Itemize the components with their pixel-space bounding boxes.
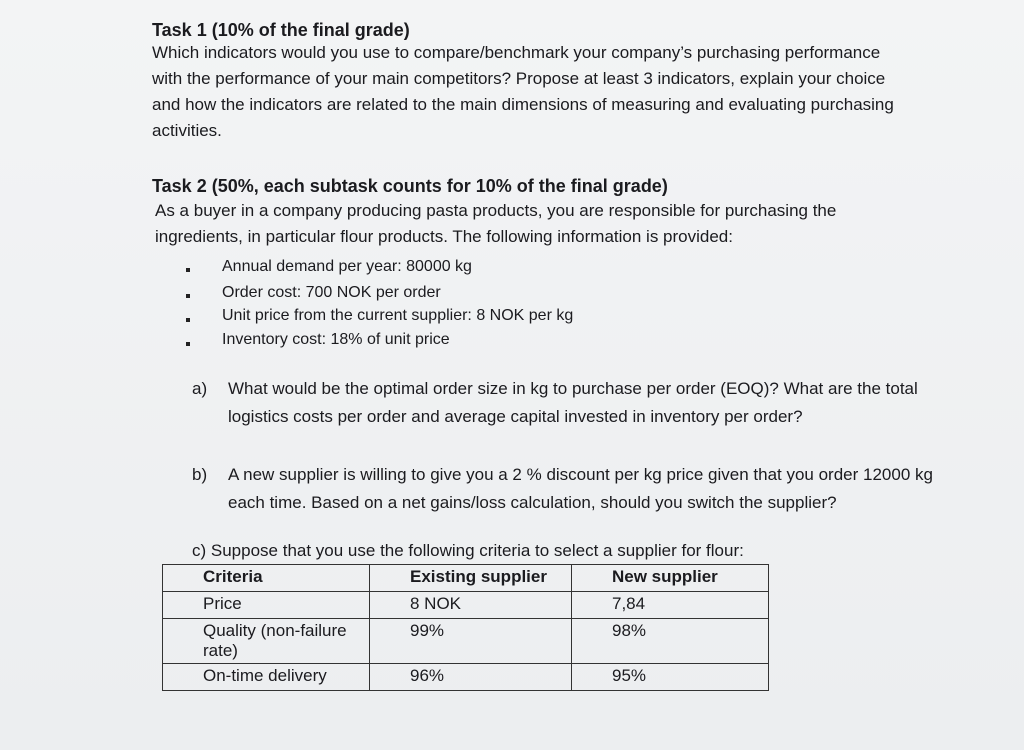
task1-title: Task 1 (10% of the final grade) xyxy=(152,20,410,40)
table-cell: 7,84 xyxy=(572,592,769,619)
table-header-cell: Existing supplier xyxy=(370,565,572,592)
subtask-c-text: c) Suppose that you use the following criteria to select a supplier for flour: xyxy=(192,541,744,560)
table-header-row xyxy=(163,565,769,592)
table-cell: 8 NOK xyxy=(370,592,572,619)
bullet-marker xyxy=(186,318,190,322)
bullet-inventory-cost: Inventory cost: 18% of unit price xyxy=(222,331,450,348)
table-header-cell: Criteria xyxy=(163,565,370,592)
table-cell: 98% xyxy=(572,619,769,664)
bullet-unit-price: Unit price from the current supplier: 8 NOK per kg xyxy=(222,307,574,324)
task1-line-3: and how the indicators are related to the main dimensions of measuring and evaluating purchasing xyxy=(152,95,894,114)
task2-title: Task 2 (50%, each subtask counts for 10% of the final grade) xyxy=(152,176,668,196)
subtask-b-line-2: each time. Based on a net gains/loss calculation, should you switch the supplier? xyxy=(228,493,837,512)
table-row xyxy=(163,619,769,664)
table-row xyxy=(163,664,769,691)
table-header-cell: New supplier xyxy=(572,565,769,592)
supplier-criteria-table xyxy=(162,564,769,691)
table-cell: 95% xyxy=(572,664,769,691)
subtask-a-line-1: What would be the optimal order size in kg to purchase per order (EOQ)? What are the total xyxy=(228,379,918,398)
table-cell: 99% xyxy=(370,619,572,664)
table-cell: On-time delivery xyxy=(163,664,370,691)
bullet-marker xyxy=(186,268,190,272)
task1-line-4: activities. xyxy=(152,121,222,140)
task1-line-1: Which indicators would you use to compare/benchmark your company’s purchasing performance xyxy=(152,43,881,62)
table-row xyxy=(163,592,769,619)
table-cell: 96% xyxy=(370,664,572,691)
bullet-marker xyxy=(186,342,190,346)
subtask-a-label: a) xyxy=(192,379,208,398)
subtask-b-label: b) xyxy=(192,465,208,484)
bullet-order-cost: Order cost: 700 NOK per order xyxy=(222,284,441,301)
subtask-b-line-1: A new supplier is willing to give you a 2 % discount per kg price given that you order 12000 kg xyxy=(228,465,933,484)
subtask-a-line-2: logistics costs per order and average capital invested in inventory per order? xyxy=(228,407,803,426)
bullet-marker xyxy=(186,294,190,298)
task1-line-2: with the performance of your main competitors? Propose at least 3 indicators, explain your choice xyxy=(152,69,886,88)
bullet-annual-demand: Annual demand per year: 80000 kg xyxy=(222,258,472,275)
table-cell: Price xyxy=(163,592,370,619)
task2-line-1: As a buyer in a company producing pasta products, you are responsible for purchasing the xyxy=(155,201,837,220)
table-cell: Quality (non-failure rate) xyxy=(163,619,370,664)
task2-line-2: ingredients, in particular flour products. The following information is provided: xyxy=(155,227,733,246)
